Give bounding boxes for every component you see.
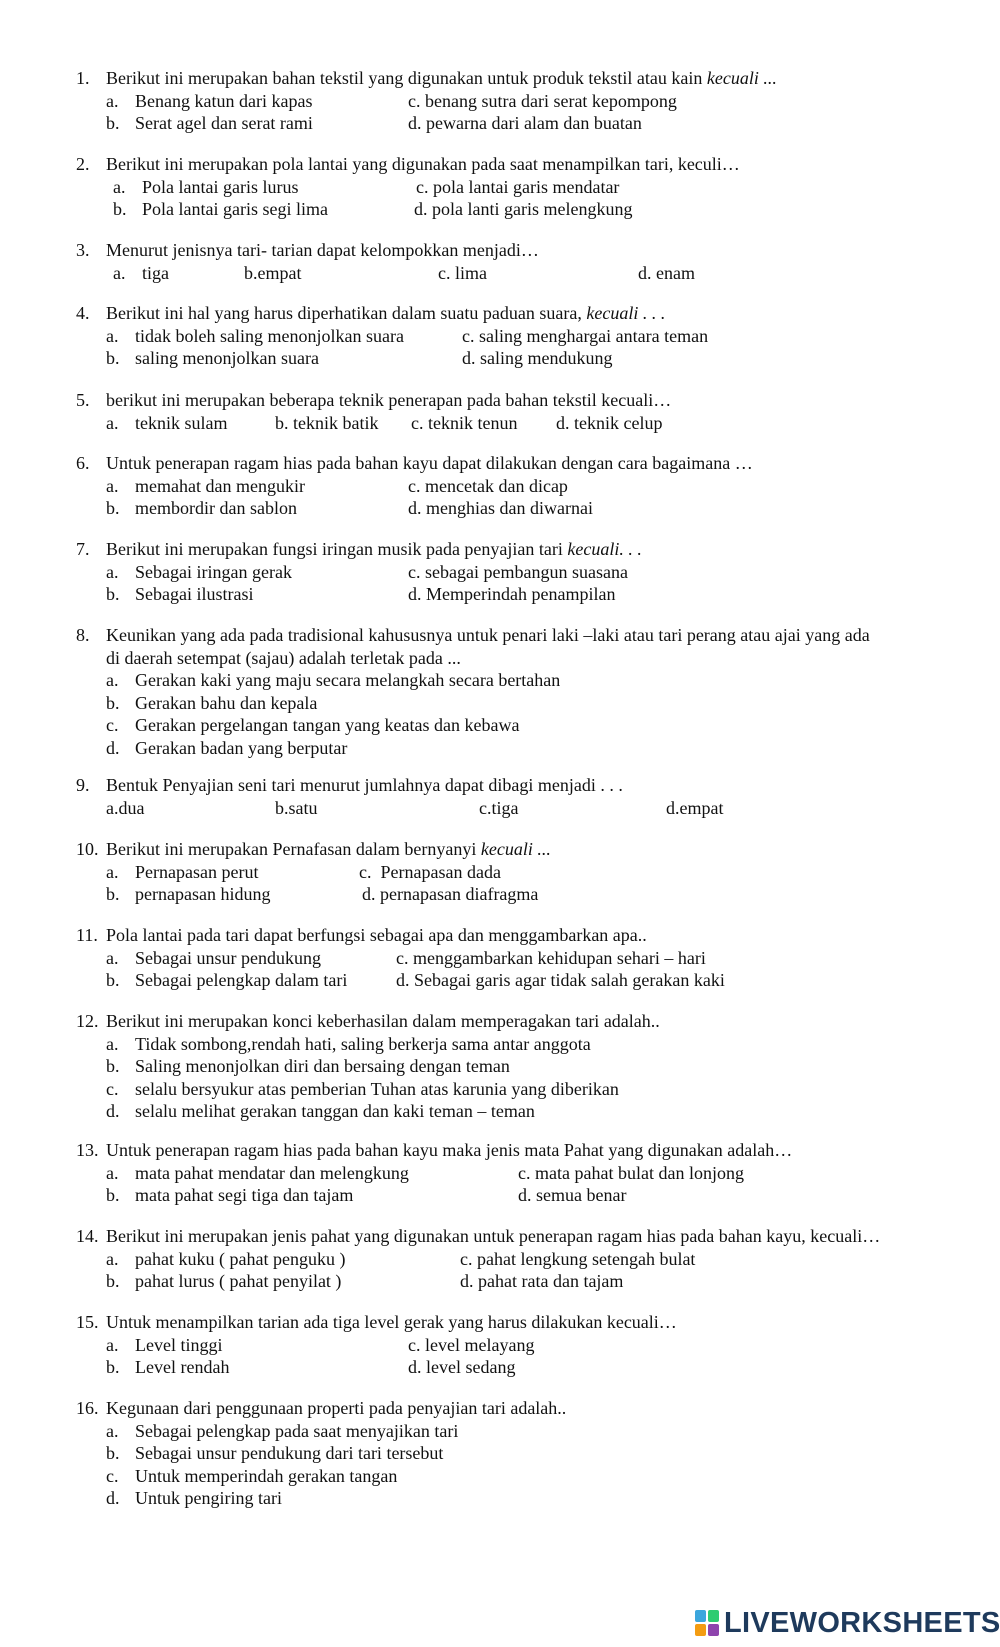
- question-number: 14.: [76, 1226, 99, 1246]
- option-d: d. semua benar: [518, 1185, 627, 1206]
- option-text: Sebagai ilustrasi: [135, 584, 254, 605]
- option-d: d. pola lanti garis melengkung: [414, 199, 633, 220]
- option-c: c. saling menghargai antara teman: [462, 325, 709, 346]
- option-c: c. pahat lengkung setengah bulat: [460, 1248, 696, 1269]
- option-label: b.: [106, 1271, 120, 1292]
- question-7: [76, 538, 976, 606]
- option-text: Pernapasan perut: [135, 861, 259, 882]
- option-label: a.: [106, 947, 119, 968]
- question-number: 2.: [76, 154, 90, 174]
- option-label: b.: [106, 498, 120, 519]
- question-number: 5.: [76, 390, 90, 410]
- question-13: [76, 1139, 976, 1207]
- option-text: Gerakan badan yang berputar: [135, 737, 348, 758]
- question-text: Berikut ini merupakan bahan tekstil yang digunakan untuk produk tekstil atau kain kecuali ...: [106, 68, 777, 88]
- option-text: Sebagai pelengkap dalam tari: [135, 970, 348, 991]
- option-c: c.tiga: [479, 797, 519, 818]
- question-4: [76, 302, 976, 370]
- question-text: Berikut ini merupakan pola lantai yang digunakan pada saat menampilkan tari, keculi…: [106, 154, 740, 174]
- option-d: d. enam: [638, 262, 695, 283]
- option-text: Saling menonjolkan diri dan bersaing dengan teman: [135, 1056, 510, 1077]
- option-text: Sebagai iringan gerak: [135, 561, 292, 582]
- question-text: Berikut ini merupakan fungsi iringan musik pada penyajian tari kecuali. . .: [106, 539, 642, 559]
- question-text: Untuk penerapan ragam hias pada bahan kayu dapat dilakukan dengan cara bagaimana …: [106, 453, 753, 473]
- option-text: Untuk pengiring tari: [135, 1488, 282, 1509]
- question-text: Kegunaan dari penggunaan properti pada penyajian tari adalah..: [106, 1398, 567, 1418]
- option-c: c. lima: [438, 262, 487, 283]
- option-d: d. Sebagai garis agar tidak salah gerakan kaki: [396, 970, 725, 991]
- question-number: 15.: [76, 1312, 99, 1332]
- question-number: 6.: [76, 453, 90, 473]
- option-text: Level rendah: [135, 1357, 230, 1378]
- option-d: d. teknik celup: [556, 412, 663, 433]
- option-d: d. pernapasan diafragma: [362, 884, 539, 905]
- option-label: a.: [113, 262, 126, 283]
- question-text: Bentuk Penyajian seni tari menurut jumlahnya dapat dibagi menjadi . . .: [106, 775, 623, 795]
- liveworksheets-logo-icon: [694, 1608, 720, 1638]
- question-text: Berikut ini merupakan jenis pahat yang digunakan untuk penerapan ragam hias pada bahan kayu, kecuali…: [106, 1226, 881, 1246]
- option-label: b.: [106, 348, 120, 369]
- option-text: Sebagai pelengkap pada saat menyajikan tari: [135, 1420, 459, 1441]
- question-text: berikut ini merupakan beberapa teknik penerapan pada bahan tekstil kecuali…: [106, 390, 672, 410]
- option-d: d. Memperindah penampilan: [408, 584, 616, 605]
- question-text-continued: di daerah setempat (sajau) adalah terletak pada ...: [106, 647, 461, 668]
- option-label: a.: [106, 561, 119, 582]
- option-text: mata pahat mendatar dan melengkung: [135, 1162, 409, 1183]
- question-2: [76, 153, 976, 221]
- option-label: b.: [106, 884, 120, 905]
- option-text: saling menonjolkan suara: [135, 348, 319, 369]
- question-number: 13.: [76, 1140, 99, 1160]
- question-text: Berikut ini hal yang harus diperhatikan dalam suatu paduan suara, kecuali . . .: [106, 303, 666, 323]
- option-label: a.: [106, 325, 119, 346]
- logo-text: LIVEWORKSHEETS: [724, 1606, 1000, 1639]
- question-5: [76, 389, 976, 434]
- question-11: [76, 924, 976, 992]
- option-d: d. pahat rata dan tajam: [460, 1271, 624, 1292]
- option-label: b.: [113, 199, 127, 220]
- option-text: Untuk memperindah gerakan tangan: [135, 1465, 398, 1486]
- option-label: b.: [106, 1056, 120, 1077]
- question-10: [76, 838, 976, 906]
- option-text: mata pahat segi tiga dan tajam: [135, 1185, 354, 1206]
- question-text: Menurut jenisnya tari- tarian dapat kelompokkan menjadi…: [106, 240, 539, 260]
- question-9: [76, 774, 976, 819]
- question-text: Berikut ini merupakan Pernafasan dalam bernyanyi kecuali ...: [106, 839, 551, 859]
- option-label: b.: [106, 1185, 120, 1206]
- option-label: a.: [106, 1162, 119, 1183]
- option-label: d.: [106, 737, 120, 758]
- question-number: 8.: [76, 625, 90, 645]
- option-text: Tidak sombong,rendah hati, saling berkerja sama antar anggota: [135, 1033, 591, 1054]
- question-number: 10.: [76, 839, 99, 859]
- option-label: a.: [106, 1334, 119, 1355]
- option-text: Benang katun dari kapas: [135, 90, 313, 111]
- option-label: a.: [106, 1033, 119, 1054]
- option-text: pahat lurus ( pahat penyilat ): [135, 1271, 342, 1292]
- option-d: d. pewarna dari alam dan buatan: [408, 113, 642, 134]
- option-d: d. menghias dan diwarnai: [408, 498, 593, 519]
- option-d: d. saling mendukung: [462, 348, 613, 369]
- option-text: Gerakan pergelangan tangan yang keatas dan kebawa: [135, 715, 520, 736]
- option-label: b.: [106, 692, 120, 713]
- option-text: membordir dan sablon: [135, 498, 297, 519]
- option-text: Gerakan kaki yang maju secara melangkah secara bertahan: [135, 670, 561, 691]
- question-12: [76, 1010, 976, 1123]
- question-number: 16.: [76, 1398, 99, 1418]
- option-label: a.: [106, 475, 119, 496]
- option-label: a.: [106, 670, 119, 691]
- question-text: Pola lantai pada tari dapat berfungsi sebagai apa dan menggambarkan apa..: [106, 925, 647, 945]
- question-14: [76, 1225, 976, 1293]
- option-label: d.: [106, 1101, 120, 1122]
- question-number: 1.: [76, 68, 90, 88]
- option-label: b.: [106, 113, 120, 134]
- question-text: Untuk penerapan ragam hias pada bahan kayu maka jenis mata Pahat yang digunakan adalah…: [106, 1140, 793, 1160]
- option-text: tiga: [142, 262, 169, 283]
- option-c: c. mencetak dan dicap: [408, 475, 568, 496]
- option-text: selalu bersyukur atas pemberian Tuhan atas karunia yang diberikan: [135, 1078, 619, 1099]
- option-text: pahat kuku ( pahat penguku ): [135, 1248, 346, 1269]
- question-number: 7.: [76, 539, 90, 559]
- question-8: [76, 624, 976, 760]
- option-text: Sebagai unsur pendukung: [135, 947, 321, 968]
- option-c: c. sebagai pembangun suasana: [408, 561, 628, 582]
- option-label: b.: [106, 1357, 120, 1378]
- option-text: Pola lantai garis segi lima: [142, 199, 328, 220]
- option-text: Gerakan bahu dan kepala: [135, 692, 318, 713]
- option-d: d. level sedang: [408, 1357, 516, 1378]
- liveworksheets-logo[interactable]: [694, 1606, 1000, 1640]
- question-6: [76, 452, 976, 520]
- option-label: a.: [106, 1248, 119, 1269]
- question-text: Untuk menampilkan tarian ada tiga level gerak yang harus dilakukan kecuali…: [106, 1312, 677, 1332]
- option-a: a.dua: [106, 797, 145, 818]
- question-number: 12.: [76, 1011, 99, 1031]
- option-text: memahat dan mengukir: [135, 475, 305, 496]
- option-label: c.: [106, 1465, 119, 1486]
- option-text: Serat agel dan serat rami: [135, 113, 313, 134]
- option-text: Level tinggi: [135, 1334, 223, 1355]
- option-label: a.: [113, 176, 126, 197]
- option-label: a.: [106, 412, 119, 433]
- question-number: 11.: [76, 925, 98, 945]
- option-d: d.empat: [666, 797, 724, 818]
- option-label: b.: [106, 584, 120, 605]
- option-label: a.: [106, 1420, 119, 1441]
- option-b: b. teknik batik: [275, 412, 379, 433]
- option-label: a.: [106, 861, 119, 882]
- option-b: b.empat: [244, 262, 302, 283]
- option-c: c. benang sutra dari serat kepompong: [408, 90, 677, 111]
- option-c: c. pola lantai garis mendatar: [416, 176, 620, 197]
- option-label: b.: [106, 970, 120, 991]
- option-label: c.: [106, 1078, 119, 1099]
- option-c: c. level melayang: [408, 1334, 535, 1355]
- option-text: tidak boleh saling menonjolkan suara: [135, 325, 404, 346]
- option-label: d.: [106, 1488, 120, 1509]
- question-text: Keunikan yang ada pada tradisional kahususnya untuk penari laki –laki atau tari perang atau ajai yang ada: [106, 625, 870, 645]
- option-text: pernapasan hidung: [135, 884, 271, 905]
- question-3: [76, 239, 976, 284]
- option-label: a.: [106, 90, 119, 111]
- option-b: b.satu: [275, 797, 318, 818]
- question-number: 3.: [76, 240, 90, 260]
- option-text: selalu melihat gerakan tanggan dan kaki teman – teman: [135, 1101, 535, 1122]
- option-c: c. menggambarkan kehidupan sehari – hari: [396, 947, 706, 968]
- question-number: 4.: [76, 303, 90, 323]
- question-text: Berikut ini merupakan konci keberhasilan dalam memperagakan tari adalah..: [106, 1011, 660, 1031]
- option-c: c. teknik tenun: [411, 412, 518, 433]
- question-number: 9.: [76, 775, 90, 795]
- option-text: teknik sulam: [135, 412, 228, 433]
- question-1: [76, 67, 976, 135]
- option-label: b.: [106, 1443, 120, 1464]
- option-text: Pola lantai garis lurus: [142, 176, 299, 197]
- option-c: c. Pernapasan dada: [359, 861, 501, 882]
- option-text: Sebagai unsur pendukung dari tari tersebut: [135, 1443, 444, 1464]
- question-16: [76, 1397, 976, 1510]
- option-label: c.: [106, 715, 119, 736]
- question-15: [76, 1311, 976, 1379]
- option-c: c. mata pahat bulat dan lonjong: [518, 1162, 744, 1183]
